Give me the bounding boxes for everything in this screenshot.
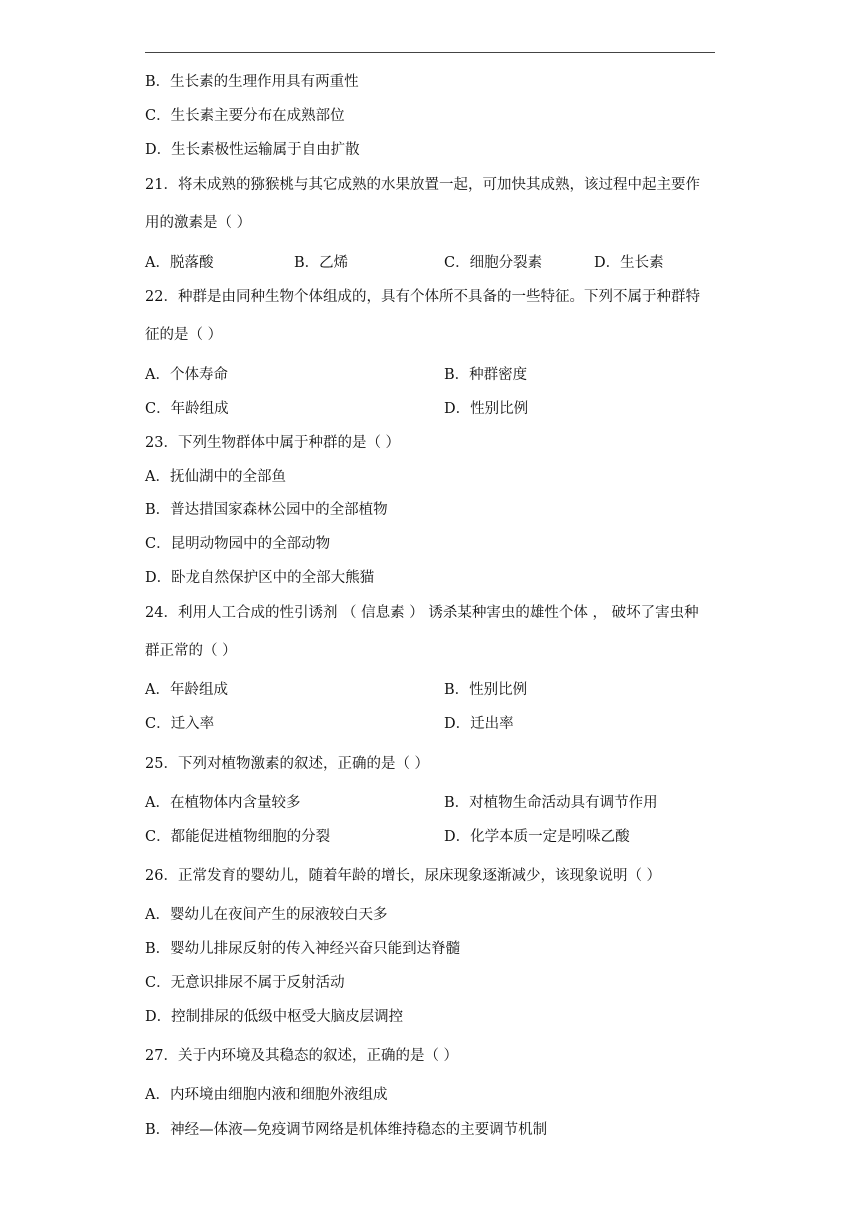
q25-stem: 25．下列对植物激素的叙述，正确的是（ ） bbox=[145, 756, 430, 772]
q25-option-c: C．都能促进植物细胞的分裂 bbox=[145, 829, 331, 845]
q22-option-d: D．性别比例 bbox=[444, 401, 529, 417]
q22-option-a: A．个体寿命 bbox=[145, 367, 228, 383]
q24-stem-line2: 群正常的（ ） bbox=[145, 643, 237, 659]
q27-option-a: A．内环境由细胞内液和细胞外液组成 bbox=[145, 1087, 388, 1103]
q26-option-d: D．控制排尿的低级中枢受大脑皮层调控 bbox=[145, 1009, 404, 1025]
q20-option-c: C．生长素主要分布在成熟部位 bbox=[145, 108, 345, 124]
q27-stem: 27．关于内环境及其稳态的叙述，正确的是（ ） bbox=[145, 1048, 459, 1064]
q23-option-d: D．卧龙自然保护区中的全部大熊猫 bbox=[145, 570, 375, 586]
q20-option-d: D．生长素极性运输属于自由扩散 bbox=[145, 142, 360, 158]
q24-option-b: B．性别比例 bbox=[444, 682, 528, 698]
q24-option-c: C．迁入率 bbox=[145, 716, 215, 732]
header-rule bbox=[145, 52, 715, 53]
q25-option-a: A．在植物体内含量较多 bbox=[145, 795, 301, 811]
q24-option-d: D．迁出率 bbox=[444, 716, 514, 732]
q21-option-a: A．脱落酸 bbox=[145, 255, 214, 271]
q26-option-b: B．婴幼儿排尿反射的传入神经兴奋只能到达脊髓 bbox=[145, 941, 461, 957]
q24-option-a: A．年龄组成 bbox=[145, 682, 228, 698]
q23-stem: 23．下列生物群体中属于种群的是（ ） bbox=[145, 435, 401, 451]
q23-option-b: B．普达措国家森林公园中的全部植物 bbox=[145, 502, 388, 518]
q21-stem-line1: 21．将未成熟的猕猴桃与其它成熟的水果放置一起，可加快其成熟，该过程中起主要作 bbox=[145, 177, 700, 193]
q21-option-b: B．乙烯 bbox=[294, 255, 349, 271]
q27-option-b: B．神经—体液—免疫调节网络是机体维持稳态的主要调节机制 bbox=[145, 1122, 548, 1138]
q22-stem-line2: 征的是（ ） bbox=[145, 327, 223, 343]
q23-option-c: C．昆明动物园中的全部动物 bbox=[145, 536, 331, 552]
q24-stem-line1: 24．利用人工合成的性引诱剂 （ 信息素 ） 诱杀某种害虫的雄性个体 ， 破坏了害虫种 bbox=[145, 605, 699, 621]
q25-option-d: D．化学本质一定是吲哚乙酸 bbox=[444, 829, 630, 845]
q25-option-b: B．对植物生命活动具有调节作用 bbox=[444, 795, 658, 811]
q26-option-a: A．婴幼儿在夜间产生的尿液较白天多 bbox=[145, 907, 388, 923]
q26-stem: 26．正常发育的婴幼儿，随着年龄的增长，尿床现象逐渐减少，该现象说明（ ） bbox=[145, 868, 662, 884]
q22-option-b: B．种群密度 bbox=[444, 367, 528, 383]
q22-option-c: C．年龄组成 bbox=[145, 401, 229, 417]
q21-option-c: C．细胞分裂素 bbox=[444, 255, 543, 271]
q22-stem-line1: 22．种群是由同种生物个体组成的，具有个体所不具备的一些特征。下列不属于种群特 bbox=[145, 289, 700, 305]
q21-option-d: D．生长素 bbox=[594, 255, 664, 271]
q20-option-b: B．生长素的生理作用具有两重性 bbox=[145, 74, 359, 90]
q21-stem-line2: 用的激素是（ ） bbox=[145, 215, 252, 231]
q23-option-a: A．抚仙湖中的全部鱼 bbox=[145, 469, 286, 485]
q26-option-c: C．无意识排尿不属于反射活动 bbox=[145, 975, 345, 991]
